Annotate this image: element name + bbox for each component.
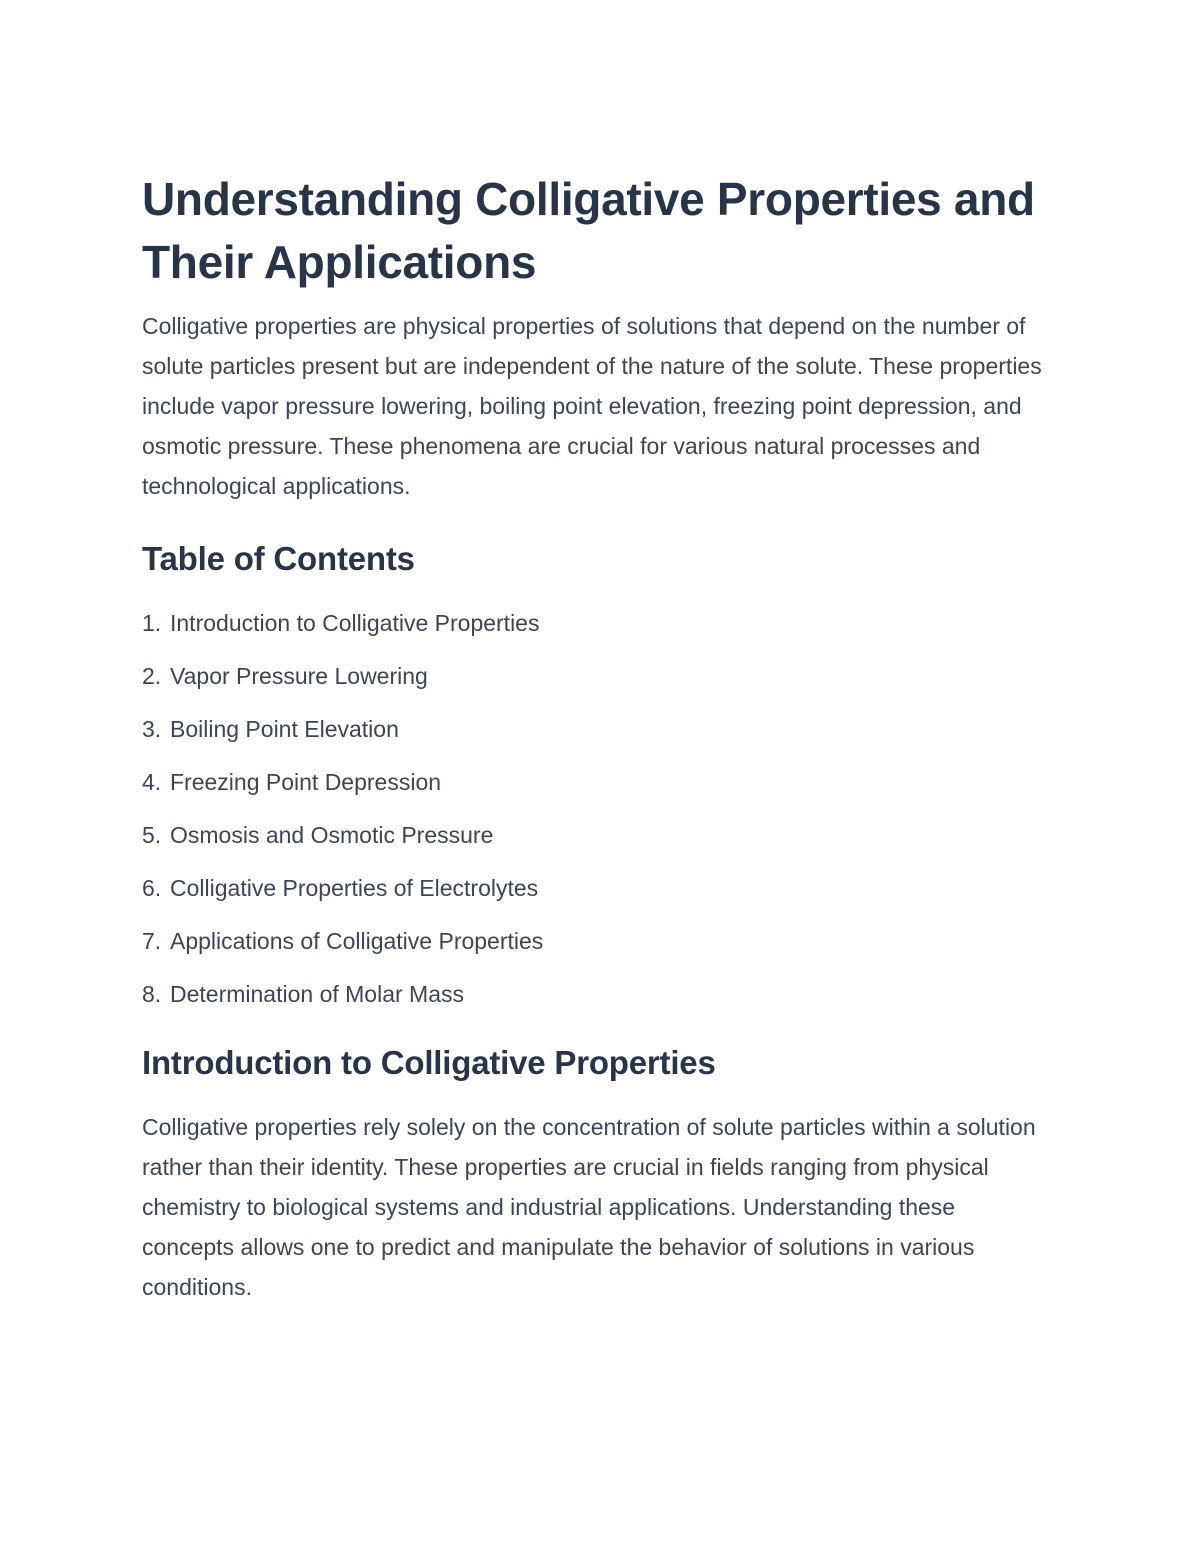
toc-item-number: 4. (142, 769, 162, 795)
section-heading: Introduction to Colligative Properties (142, 1044, 716, 1081)
toc-item-label: Determination of Molar Mass (170, 981, 464, 1007)
toc-item-number: 5. (142, 822, 162, 848)
document-page (142, 168, 1052, 1307)
toc-item-number: 2. (142, 663, 162, 689)
toc-item-label: Colligative Properties of Electrolytes (170, 875, 539, 901)
toc-item[interactable] (142, 762, 1052, 802)
toc-item-label: Vapor Pressure Lowering (170, 663, 428, 689)
toc-item[interactable] (142, 656, 1052, 696)
toc-item[interactable] (142, 603, 1052, 643)
toc-item-number: 3. (142, 716, 162, 742)
toc-item-label: Boiling Point Elevation (170, 716, 399, 742)
toc-item[interactable] (142, 974, 1052, 1014)
toc-item-label: Freezing Point Depression (170, 769, 442, 795)
toc-item[interactable] (142, 868, 1052, 908)
toc-heading: Table of Contents (142, 540, 415, 577)
page-title: Understanding Colligative Properties and Their Applications (142, 173, 1035, 288)
table-of-contents (142, 603, 1052, 1014)
section-paragraph: Colligative properties rely solely on the concentration of solute particles within a solution rather than their identity. These properties are crucial in fields ranging from physical chemistry to biological systems and industrial applications. Understanding these concepts allows one to predict and manipulate the behavior of solutions in various conditions. (142, 1114, 1036, 1300)
intro-paragraph: Colligative properties are physical properties of solutions that depend on the number of solute particles present but are independent of the nature of the solute. These properties include vapor pressure lowering, boiling point elevation, freezing point depression, and osmotic pressure. These phenomena are crucial for various natural processes and technological applications. (142, 313, 1042, 499)
toc-item[interactable] (142, 815, 1052, 855)
toc-item-label: Osmosis and Osmotic Pressure (170, 822, 494, 848)
toc-item-number: 8. (142, 981, 162, 1007)
toc-item-number: 1. (142, 610, 162, 636)
toc-item-label: Applications of Colligative Properties (170, 928, 544, 954)
toc-item-number: 6. (142, 875, 162, 901)
toc-item[interactable] (142, 709, 1052, 749)
toc-item[interactable] (142, 921, 1052, 961)
toc-item-label: Introduction to Colligative Properties (170, 610, 540, 636)
toc-item-number: 7. (142, 928, 162, 954)
